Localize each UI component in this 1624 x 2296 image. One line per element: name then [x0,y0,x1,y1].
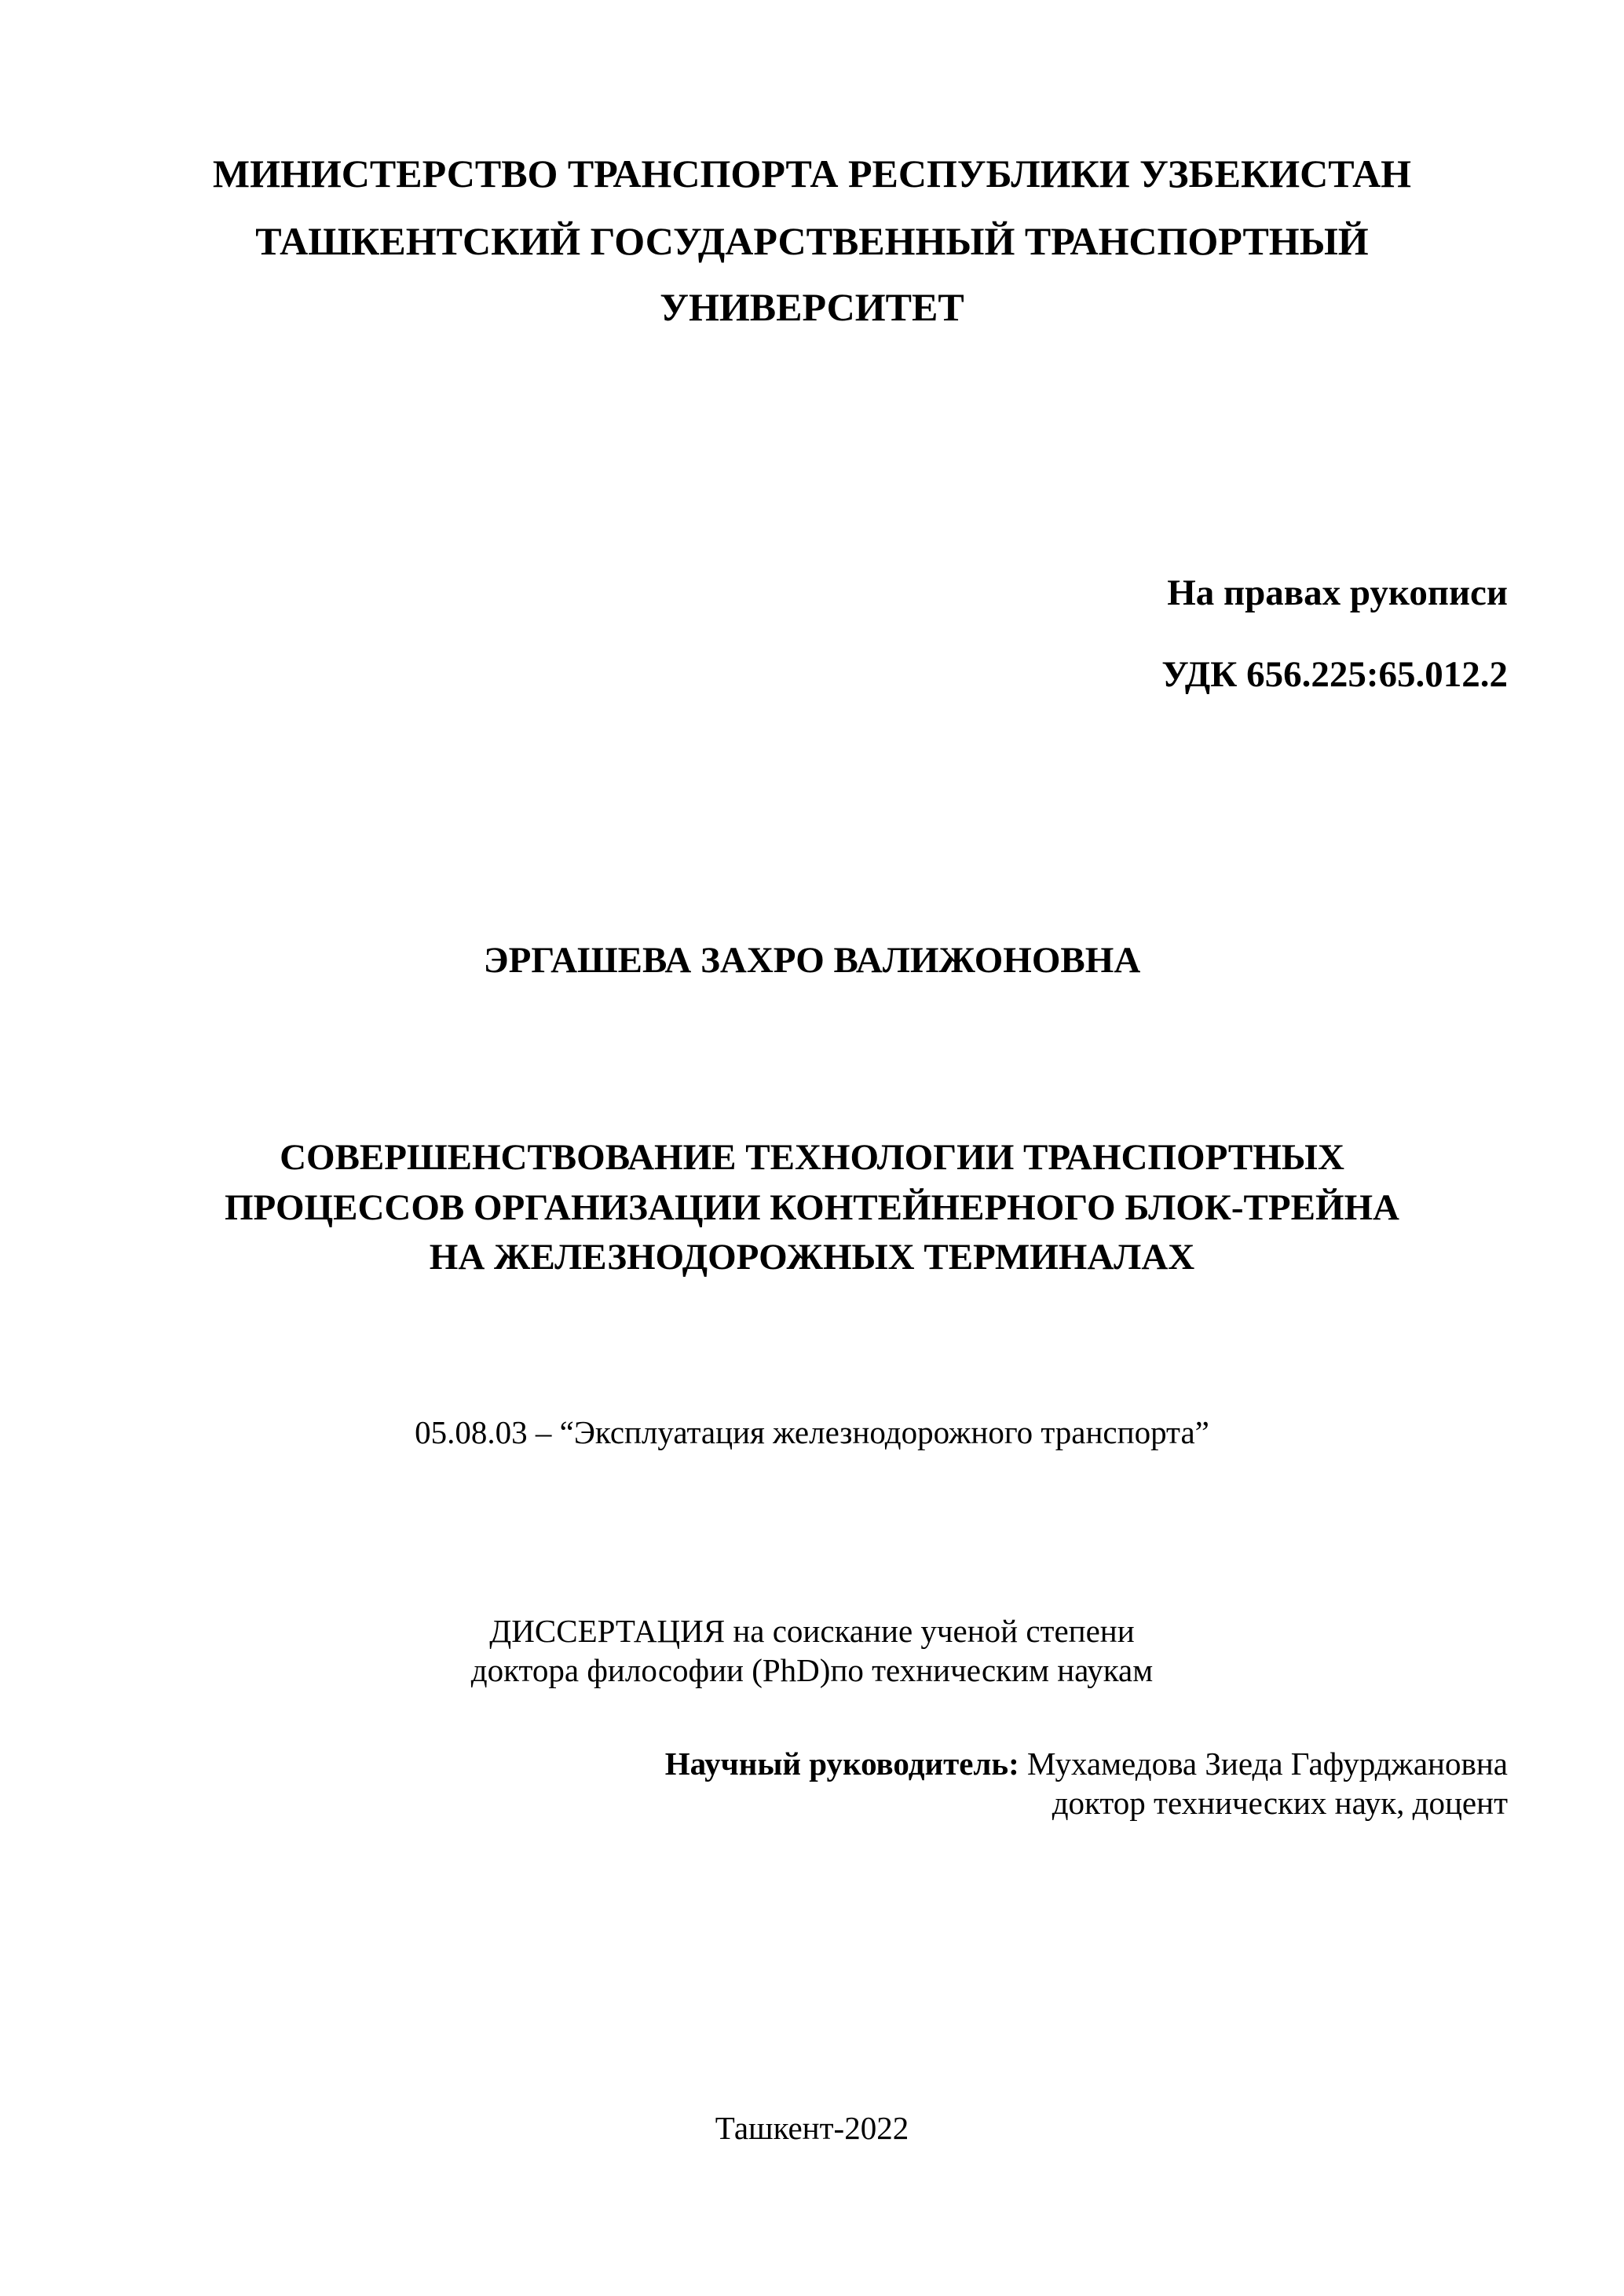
dissertation-title-line-2: ПРОЦЕССОВ ОРГАНИЗАЦИИ КОНТЕЙНЕРНОГО БЛОК-ТРЕЙНА [224,1187,1399,1228]
udk-code: УДК 656.225:65.012.2 [1161,654,1508,695]
city-year: Ташкент-2022 [715,2110,909,2146]
dissertation-degree-line-1: ДИССЕРТАЦИЯ на соискание ученой степени [489,1613,1135,1649]
author-name: ЭРГАШЕВА ЗАХРО ВАЛИЖОНОВНА [483,940,1141,981]
supervisor-line [665,1745,1508,1782]
ministry-line-3: УНИВЕРСИТЕТ [660,285,964,329]
dissertation-degree-line-2: доктора философии (PhD)по техническим наукам [470,1652,1154,1688]
dissertation-title-line-1: СОВЕРШЕНСТВОВАНИЕ ТЕХНОЛОГИИ ТРАНСПОРТНЫХ [280,1137,1344,1178]
ministry-line-2: ТАШКЕНТСКИЙ ГОСУДАРСТВЕННЫЙ ТРАНСПОРТНЫЙ [255,219,1369,263]
supervisor-degree: доктор технических наук, доцент [1052,1785,1508,1821]
specialty-code: 05.08.03 – “Эксплуатация железнодорожного транспорта” [415,1414,1209,1450]
dissertation-title-line-3: НА ЖЕЛЕЗНОДОРОЖНЫХ ТЕРМИНАЛАХ [429,1237,1195,1278]
supervisor-label: Научный руководитель: [664,1746,1019,1782]
ministry-line-1: МИНИСТЕРСТВО ТРАНСПОРТА РЕСПУБЛИКИ УЗБЕКИСТАН [212,152,1412,196]
manuscript-rights-label: На правах рукописи [1167,572,1508,613]
supervisor-name: Мухамедова Зиеда Гафурджановна [1027,1746,1508,1782]
